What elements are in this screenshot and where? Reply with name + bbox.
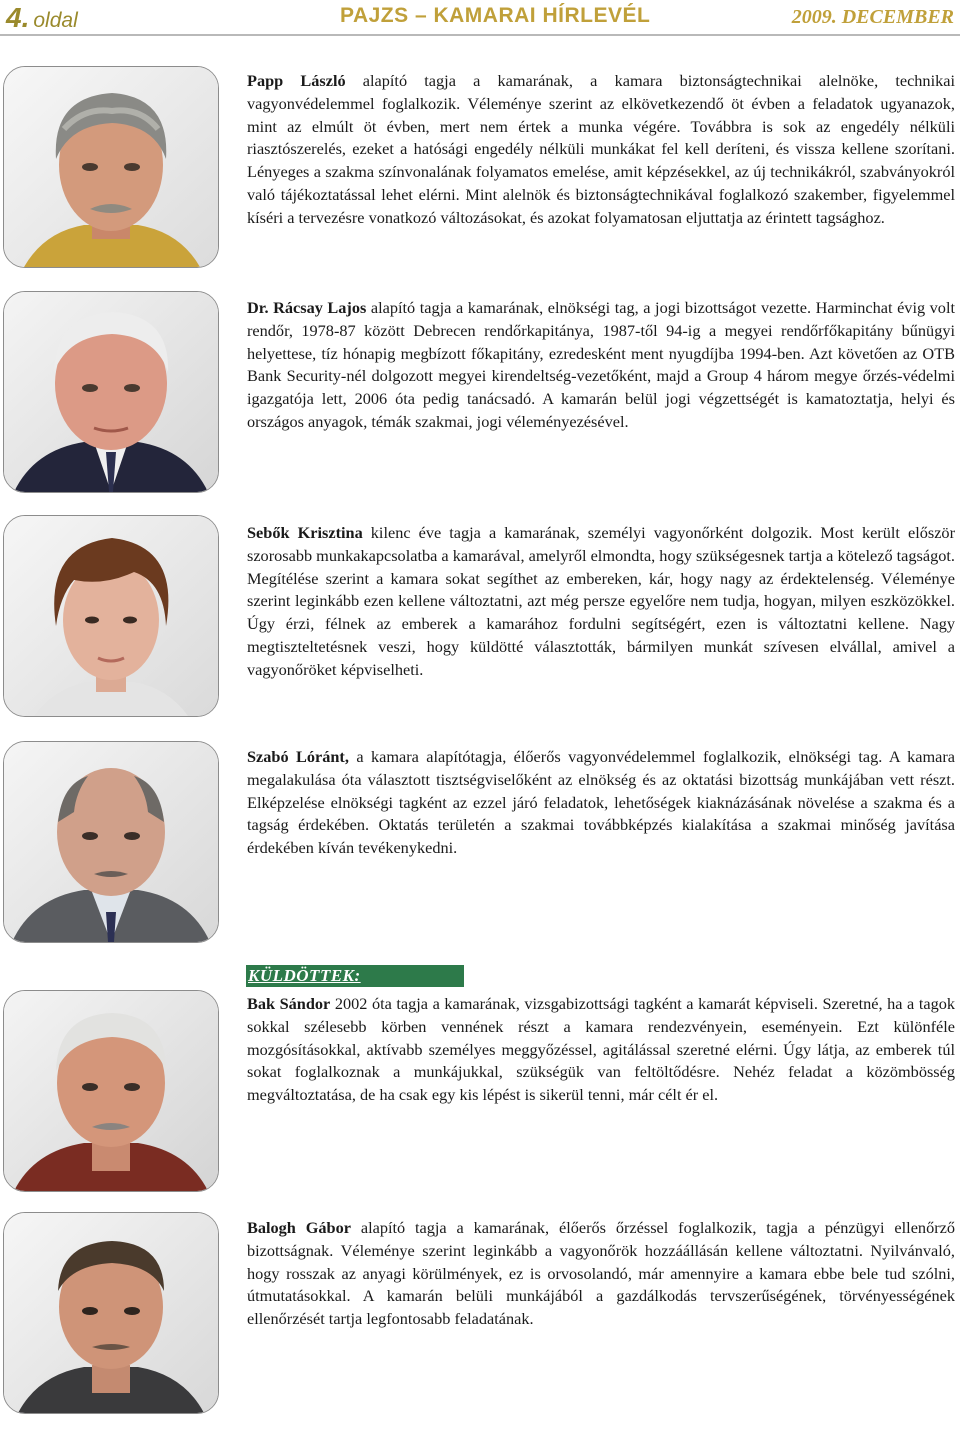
page-number-word: oldal	[33, 9, 78, 32]
header-divider	[0, 34, 960, 36]
portrait-photo-papp-laszlo	[3, 66, 219, 268]
page-number-value: 4.	[6, 2, 30, 33]
publication-title: PAJZS – KAMARAI HÍRLEVÉL	[340, 4, 651, 27]
portrait-image	[4, 1213, 218, 1413]
bio-name: Bak Sándor	[247, 994, 331, 1013]
bio-racsay-lajos	[247, 297, 955, 434]
issue-date: 2009. DECEMBER	[791, 6, 954, 28]
bio-text: a kamara alapítótagja, élőerős vagyonvédelemmel foglalkozik, elnökségi tag. A kamara megalakulása óta választott tisztségviselőként az elnökség és az oktatási bizottság munkájában vett részt. Elképzelése elnökségi tagként az ezzel járó feladatok, lehetőségek kiaknázásának növelése a szakma és a tagság érdekében. Oktatás területén a szakmai továbbképzés kialakítása a szakmai minőség javítása érdekében kíván tevékenykedni.	[247, 747, 955, 858]
portrait-image	[4, 516, 218, 716]
page-number	[6, 2, 78, 34]
bio-text: kilenc éve tagja a kamarának, személyi vagyonőrként dolgozik. Most került először szorosabb munkakapcsolatba a kamarával, amelyről elmondta, hogy szükségesnek tartja a kötelező tagságot. Megítélése szerint a kamara sokat segíthet az embereken, kár, hogy nagy az érdektelenség. Véleménye szerint leginkább ezen kellene változtatni, azt még persze egyelőre nem tudja, hogyan, milyen eszközökkel. Úgy érzi, félnek az emberek a kamarához fordulni segítségért, ezen is változtatni kellene. Nagy megtiszteltetésnek veszi, hogy küldötté választották, bármilyen munkát szívesen elvállal, amivel a vagyonőröket képviselheti.	[247, 523, 955, 679]
bio-name: Szabó Lóránt,	[247, 747, 349, 766]
bio-bak-sandor	[247, 993, 955, 1107]
portrait-photo-balogh-gabor	[3, 1212, 219, 1414]
bio-name: Dr. Rácsay Lajos	[247, 298, 367, 317]
portrait-image	[4, 67, 218, 267]
section-label-delegates: KÜLDÖTTEK:	[246, 965, 464, 987]
portrait-photo-bak-sandor	[3, 990, 219, 1192]
bio-name: Balogh Gábor	[247, 1218, 351, 1237]
bio-text: 2002 óta tagja a kamarának, vizsgabizottsági tagként a kamarát képviseli. Szeretné, ha a tagok sokkal szélesebb körben vennének részt a kamara rendezvényein, eseményein. Ezt különféle mozgósításokkal, aktívabb személyes meggyőzéssel, agitálással szeretné elérni. Úgy látja, az emberek túl sokat foglalkoznak a munkájukkal, szükségük van feltöltődésre. Nehéz feladat a közömbösség megváltoztatása, de ha csak egy kis lépést is sikerül tenni, már célt ér el.	[247, 994, 955, 1105]
bio-papp-laszlo	[247, 70, 955, 230]
portrait-photo-racsay-lajos	[3, 291, 219, 493]
portrait-photo-szabo-lorant	[3, 741, 219, 943]
bio-sebok-krisztina	[247, 522, 955, 682]
portrait-photo-sebok-krisztina	[3, 515, 219, 717]
bio-text: alapító tagja a kamarának, elnökségi tag, a jogi bizottságot vezette. Harminchat évig volt rendőr, 1978-87 között Debrecen rendőrkapitánya, 1987-től 94-ig a megyei rendőrfőkapitány bűnügyi helyettese, tíz hónapig megbízott főkapitány, ezredesként ment nyugdíjba 1994-ben. Azt követően az OTB Bank Security-nél dolgozott megyei kirendeltség-vezetőként, majd a Group 4 három megye őrzés-védelmi igazgatója lett, 2006 óta pedig tanácsadó. A kamarán belül jogi végzettségét is kamatoztatja, helyi és országos anyagok, témák szakmai, jogi véleményezésével.	[247, 298, 955, 431]
bio-name: Papp László	[247, 71, 346, 90]
portrait-image	[4, 991, 218, 1191]
bio-text: alapító tagja a kamarának, élőerős őrzéssel foglalkozik, tagja a pénzügyi ellenőrző bizottságnak. Véleménye szerint leginkább a vagyonőrök hozzáállásán kellene változtatni. Nyilvánvaló, hogy rosszak az anyagi körülmények, ez is orvosolandó, már amennyire a kamara ebbe bele tud szólni, útmutatásokkal. A kamarán belüli munkájából a gazdálkodás tervszerűségének, törvényességének ellenőrzését tartja legfontosabb feladatának.	[247, 1218, 955, 1329]
bio-szabo-lorant	[247, 746, 955, 860]
bio-text: alapító tagja a kamarának, a kamara biztonságtechnikai alelnöke, technikai vagyonvédelemmel foglalkozik. Véleménye szerint az elkövetkezendő öt évben a feladatok ugyanazok, mint az elmúlt öt évben, mert nem értek a munka végére. Továbbra is sok az engedély nélküli riasztószerelés, ezeket a hatósági engedély nélküli munkákat fel kell deríteni, és vissza kellene szorítani. Lényeges a szakma színvonalának folyamatos emelése, amit képzésekkel, az új technikákról, szabványokról való tájékoztatással lehet elérni. Mint alelnök és biztonságtechnikával foglalkozó szakember, figyelemmel kíséri a tervezésre vonatkozó változásokat, és azokat folyamatosan eljuttatja az érintett tagsághoz.	[247, 71, 955, 227]
portrait-image	[4, 742, 218, 942]
bio-balogh-gabor	[247, 1217, 955, 1331]
bio-name: Sebők Krisztina	[247, 523, 363, 542]
portrait-image	[4, 292, 218, 492]
page-header	[0, 0, 960, 34]
